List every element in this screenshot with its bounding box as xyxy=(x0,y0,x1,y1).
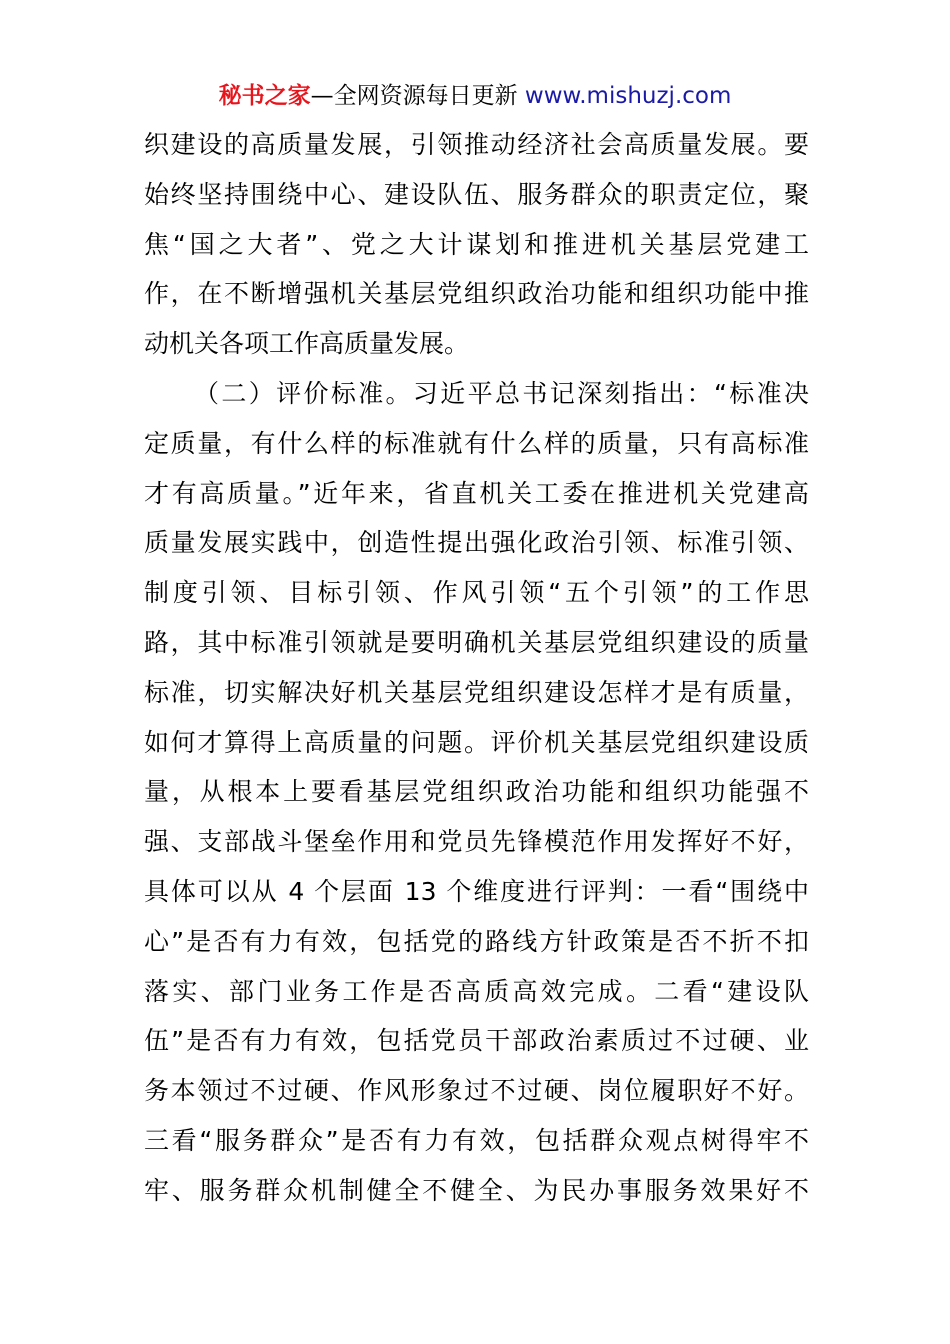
text-line: 三看“服务群众”是否有力有效，包括群众观点树得牢不 xyxy=(144,1125,809,1155)
text-line: 心”是否有力有效，包括党的路线方针政策是否不折不扣 xyxy=(144,926,809,956)
text-line: 织建设的高质量发展，引领推动经济社会高质量发展。要 xyxy=(144,130,809,159)
text-line: 路，其中标准引领就是要明确机关基层党组织建设的质量 xyxy=(144,627,809,657)
text-line: 具体可以从 4 个层面 13 个维度进行评判：一看“围绕中 xyxy=(144,876,809,906)
site-header xyxy=(0,80,950,112)
site-url-link[interactable]: www.mishuzj.com xyxy=(524,83,732,109)
text-line: 焦“国之大者”、党之大计谋划和推进机关基层党建工 xyxy=(144,229,809,259)
text-line: 落实、部门业务工作是否高质高效完成。二看“建设队 xyxy=(144,976,809,1006)
text-line: 作，在不断增强机关基层党组织政治功能和组织功能中推 xyxy=(144,279,809,309)
text-line: 如何才算得上高质量的问题。评价机关基层党组织建设质 xyxy=(144,727,809,757)
text-line: 制度引领、目标引领、作风引领“五个引领”的工作思 xyxy=(144,578,809,608)
site-brand: 秘书之家 xyxy=(218,83,311,109)
site-tagline: —全网资源每日更新 xyxy=(310,83,525,109)
text-line: 动机关各项工作高质量发展。 xyxy=(144,329,470,359)
document-body xyxy=(144,120,809,1216)
text-line: 才有高质量。”近年来，省直机关工委在推进机关党建高 xyxy=(144,478,809,508)
text-line: 牢、服务群众机制健全不健全、为民办事服务效果好不 xyxy=(144,1175,809,1205)
text-line: 定质量，有什么样的标准就有什么样的质量，只有高标准 xyxy=(144,428,809,458)
text-line: 伍”是否有力有效，包括党员干部政治素质过不过硬、业 xyxy=(144,1026,809,1056)
text-line: 务本领过不过硬、作风形象过不过硬、岗位履职好不好。 xyxy=(144,1076,809,1106)
text-line: 标准，切实解决好机关基层党组织建设怎样才是有质量， xyxy=(144,677,809,707)
text-line: 质量发展实践中，创造性提出强化政治引领、标准引领、 xyxy=(144,528,809,558)
text-line: 始终坚持围绕中心、建设队伍、服务群众的职责定位，聚 xyxy=(144,179,809,209)
text-line: 强、支部战斗堡垒作用和党员先锋模范作用发挥好不好， xyxy=(144,827,809,857)
text-line: 量，从根本上要看基层党组织政治功能和组织功能强不 xyxy=(144,777,809,807)
paragraph-start-line: （二）评价标准。习近平总书记深刻指出：“标准决 xyxy=(194,378,809,408)
